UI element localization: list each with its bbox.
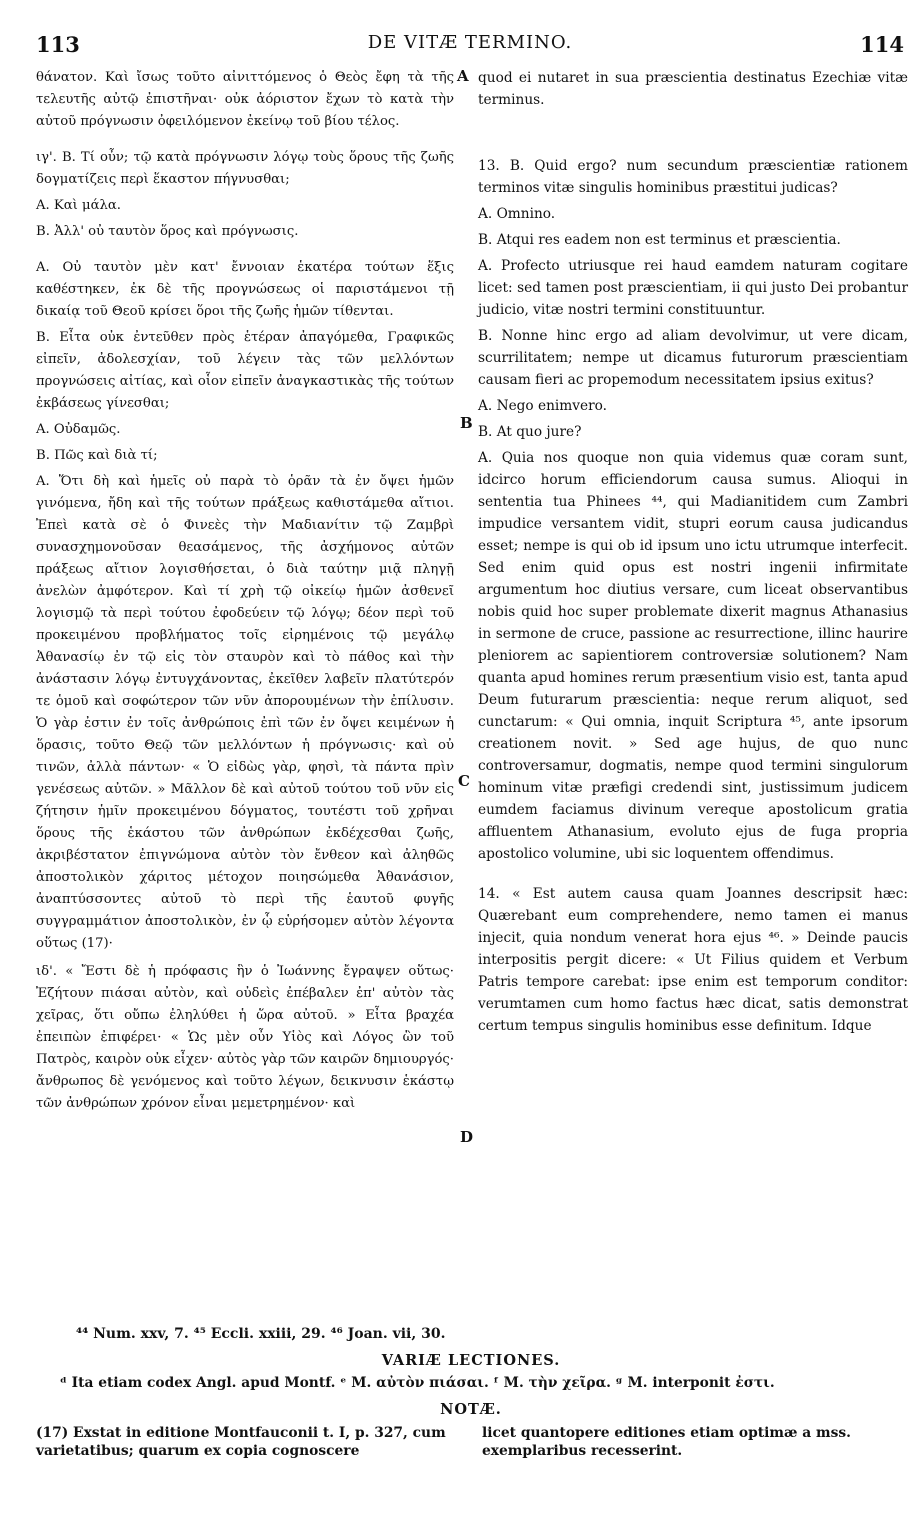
notae-title: NOTÆ. — [440, 1401, 502, 1418]
greek-paragraph: Α. Οὐ ταυτὸν μὲν κατ' ἔννοιαν ἑκατέρα τούτων ἕξις καθέστηκεν, ἐκ δὲ τῆς προγνώσεως οἱ παριστάμενοι τῇ δικαίᾳ τοῦ Θεοῦ κρίσει ὅροι τῆς ζωῆς ἡμῶν τίθενται. — [36, 260, 454, 319]
running-head: DE VITÆ TERMINO. — [367, 32, 573, 53]
note-17-left: (17) Exstat in editione Montfauconii t. I, p. 327, cum varietatibus; quarum ex copia cognoscere — [36, 1425, 446, 1459]
greek-paragraph: ιγ'. Β. Τί οὖν; τῷ κατὰ πρόγνωσιν λόγῳ τοὺς ὅρους τῆς ζωῆς δογματίζεις περὶ ἕκαστον πήγνυσθαι; — [36, 150, 454, 187]
latin-paragraph: B. Nonne hinc ergo ad aliam devolvimur, ut vere dicam, scurrilitatem; nempe ut dicamus futurorum præscientiam causam fieri ac propemodum necessitatem ipsius exitus? — [478, 328, 908, 388]
latin-paragraph: quod ei nutaret in sua præscientia destinatus Ezechiæ vitæ terminus. — [478, 70, 908, 108]
latin-paragraph: B. Atqui res eadem non est terminus et præscientia. — [478, 232, 841, 248]
notes-block — [36, 1326, 906, 1472]
greek-paragraph: Α. Ὅτι δὴ καὶ ἡμεῖς οὐ παρὰ τὸ ὁρᾶν τὰ ἐν ὄψει ἡμῶν γινόμενα, ἤδη καὶ τῆς τούτων πράξεως καθιστάμεθα αἴτιοι. Ἐπεὶ κατὰ σὲ ὁ Φινεὲς τὴν Μαδιανίτιν τῷ Ζαμβρὶ συνασχημονοῦσαν θεασάμενος, τῆς ἀσχήμονος αὐτῶν πράξεως αἴτιον λογισθήσεται, ὁ διὰ ταύτην μιᾷ πληγῇ ἀνελὼν ἀμφότερον. Καὶ τί χρὴ τῷ οἰκείῳ ἡμῶν ἀσθενεῖ λογισμῷ τὰ περὶ τούτου ἐφοδεύειν τῷ λόγῳ; δέον περὶ τοῦ προκειμένου προβλήματος τοῖς εἰρημένοις τῷ μεγάλῳ Ἀθανασίῳ ἐν τῷ εἰς τὸν σταυρὸν καὶ τὸ πάθος καὶ τὴν ἀνάστασιν λόγῳ ἐντυγχάνοντας, ἐκεῖθεν λαβεῖν πλατύτερόν τε ὁμοῦ καὶ σοφώτερον τῶν νῦν ἀπορουμένων τὴν ἐπίλυσιν. Ὁ γὰρ ἐστιν ἐν τοῖς ἀνθρώποις ἐπὶ τῶν ἐν ὄψει κειμένων ἡ ὅρασις, τοῦτο Θεῷ τῶν μελλόντων ἡ πρόγνωσις· καὶ οὐ τινῶν, ἀλλὰ πάντων· « Ὁ εἰδὼς γὰρ, φησὶ, τὰ πάντα πρὶν γενέσεως αὐτῶν. » Μᾶλλον δὲ καὶ αὐτοῦ τούτου τοῦ νῦν εἰς ζήτησιν ἡμῖν προκειμένου δόγματος, τουτέστι τοῦ χρῆναι ὅρους τῆς ἑκάστου τῶν ἀνθρώπων ἐκδέχεσθαι ζωῆς, ἀκριβέστατον ἐπιγνώμονα αὐτὸν τὸν ἔνθεον καὶ ἀληθῶς ἀποστολικὸν χάριτος μέτοχον ποιησώμεθα Ἀθανάσιον, ἀναπτύσσοντες αὐτοῦ τὸ περὶ τῆς ἑαυτοῦ φυγῆς συγγραμμάτιον ἀποστολικὸν, ἐν ᾧ εὑρήσομεν αὐτὸν λέγοντα οὕτως (17)· — [36, 474, 454, 951]
greek-paragraph: Β. Εἶτα οὐκ ἐντεῦθεν πρὸς ἑτέραν ἀπαγόμεθα, Γραφικῶς εἰπεῖν, ἀδολεσχίαν, τοῦ λέγειν τὰς τῶν μελλόντων προγνώσεις αἰτίας, καὶ οἷον εἰπεῖν ἀναγκαστικὰς τῆς τούτων ἐκβάσεως γίνεσθαι; — [36, 330, 454, 411]
page-header — [36, 32, 904, 62]
margin-mark-b: B — [460, 414, 473, 432]
greek-paragraph: θάνατον. Καὶ ἴσως τοῦτο αἰνιττόμενος ὁ Θεὸς ἔφη τὰ τῆς τελευτῆς αὐτῷ ἐπιστῆναι· οὐκ ἀόριστον ἔχων τὸ κατὰ τὴν αὐτοῦ πρόγνωσιν ὀφειλόμενον ἐκείνῳ τοῦ βίου τέλος. — [36, 70, 454, 129]
latin-paragraph: A. Profecto utriusque rei haud eamdem naturam cogitare licet: sed tamen post præscientiam, ii qui justo Dei probantur judicio, vitæ nostri termini constituuntur. — [478, 258, 908, 318]
greek-paragraph: Β. Ἀλλ' οὐ ταυτὸν ὅρος καὶ πρόγνωσις. — [36, 224, 299, 239]
latin-paragraph: A. Omnino. — [478, 206, 556, 222]
note-17-right: licet quantopere editiones etiam optimæ a mss. exemplaribus recesserint. — [482, 1425, 851, 1459]
greek-paragraph: Α. Καὶ μάλα. — [36, 198, 121, 213]
latin-paragraph: B. At quo jure? — [478, 424, 582, 440]
margin-mark-c: C — [458, 772, 470, 790]
latin-paragraph: 14. « Est autem causa quam Joannes descripsit hæc: Quærebant eum comprehendere, nemo tamen ei manus injecit, quia nondum venerat hora ejus ⁴⁶. » Deinde paucis interpositis pergit dicere: « Ut Filius quidem et Verbum Patris tempore carebat: ipse enim est temporum conditor: verumtamen cum homo factus hæc dicat, satis demonstrat certum tempus singulis hominibus esse definitum. Idque — [478, 886, 908, 1034]
footnotes: ⁴⁴ Num. xxv, 7. ⁴⁵ Eccli. xxiii, 29. ⁴⁶ Joan. vii, 30. — [76, 1326, 446, 1342]
greek-paragraph: ιδ'. « Ἔστι δὲ ἡ πρόφασις ἣν ὁ Ἰωάννης ἔγραψεν οὕτως· Ἐζήτουν πιάσαι αὐτὸν, καὶ οὐδεὶς ἐπέβαλεν ἐπ' αὐτὸν τὰς χεῖρας, ὅτι οὔπω ἐληλύθει ἡ ὥρα αὐτοῦ. » Εἶτα βραχέα ἐπειπὼν ἐπιφέρει· « Ὡς μὲν οὖν Υἱὸς καὶ Λόγος ὢν τοῦ Πατρὸς, καιρὸν οὐκ εἶχεν· αὐτὸς γὰρ τῶν καιρῶν δημιουργός· ἄνθρωπος δὲ γενόμενος καὶ τοῦτο λέγων, δεικνυσιν ἑκάστῳ τῶν ἀνθρώπων χρόνον εἶναι μεμετρημένον· καὶ — [36, 964, 454, 1111]
greek-paragraph: Α. Οὐδαμῶς. — [36, 422, 121, 437]
variae-lectiones-text: ᵈ Ita etiam codex Angl. apud Montf. ᵉ M. αὐτὸν πιάσαι. ᶠ M. τὴν χεῖρα. ᵍ M. interponit ἐστι. — [60, 1375, 775, 1391]
variae-lectiones-title: VARIÆ LECTIONES. — [381, 1352, 561, 1369]
latin-column — [478, 67, 908, 1041]
greek-column — [36, 67, 454, 1119]
latin-paragraph: A. Quia nos quoque non quia videmus quæ coram sunt, idcirco horum efficiendorum causa sumus. Alioqui in sententia tua Phinees ⁴⁴, qui Madianitidem cum Zambri impudice versantem vidit, stupri eorum causa judicandus esset; nempe is qui ob id ipsum uno ictu utrumque interfecit. Sed enim quid opus est nostri ingenii infirmitate argumentum hoc diutius versare, cum liceat observantibus nobis quid hoc super problemate dixerit magnus Athanasius in sermone de cruce, passione ac resurrectione, illinc haurire pleniorem ac sapientiorem controversiæ solutionem? Nam quanta apud homines rerum præsentium visio est, tanta apud Deum futurarum præscientia: neque rerum aliquot, sed cunctarum: « Qui omnia, inquit Scriptura ⁴⁵, ante ipsorum creationem novit. » Sed age hujus, de quo nunc controversamur, dogmatis, nempe quod termini singulorum hominum vitæ præfigi credendi sint, justissimum judicem eumdem faciamus divinum vereque apostolicum gratia affluentem Athanasium, evoluto ejus de fuga propria apostolico volumine, ubi sic loquentem offendimus. — [478, 450, 909, 862]
margin-mark-d: D — [460, 1128, 474, 1146]
latin-paragraph: 13. B. Quid ergo? num secundum præscientiæ rationem terminos vitæ singulis hominibus præstitui judicas? — [478, 158, 908, 196]
page-number-left: 113 — [36, 32, 80, 57]
notae-body — [36, 1424, 906, 1472]
margin-mark-a: A — [457, 67, 469, 85]
page-number-right: 114 — [860, 32, 904, 57]
greek-paragraph: Β. Πῶς καὶ διὰ τί; — [36, 448, 158, 463]
latin-paragraph: A. Nego enimvero. — [478, 398, 608, 414]
